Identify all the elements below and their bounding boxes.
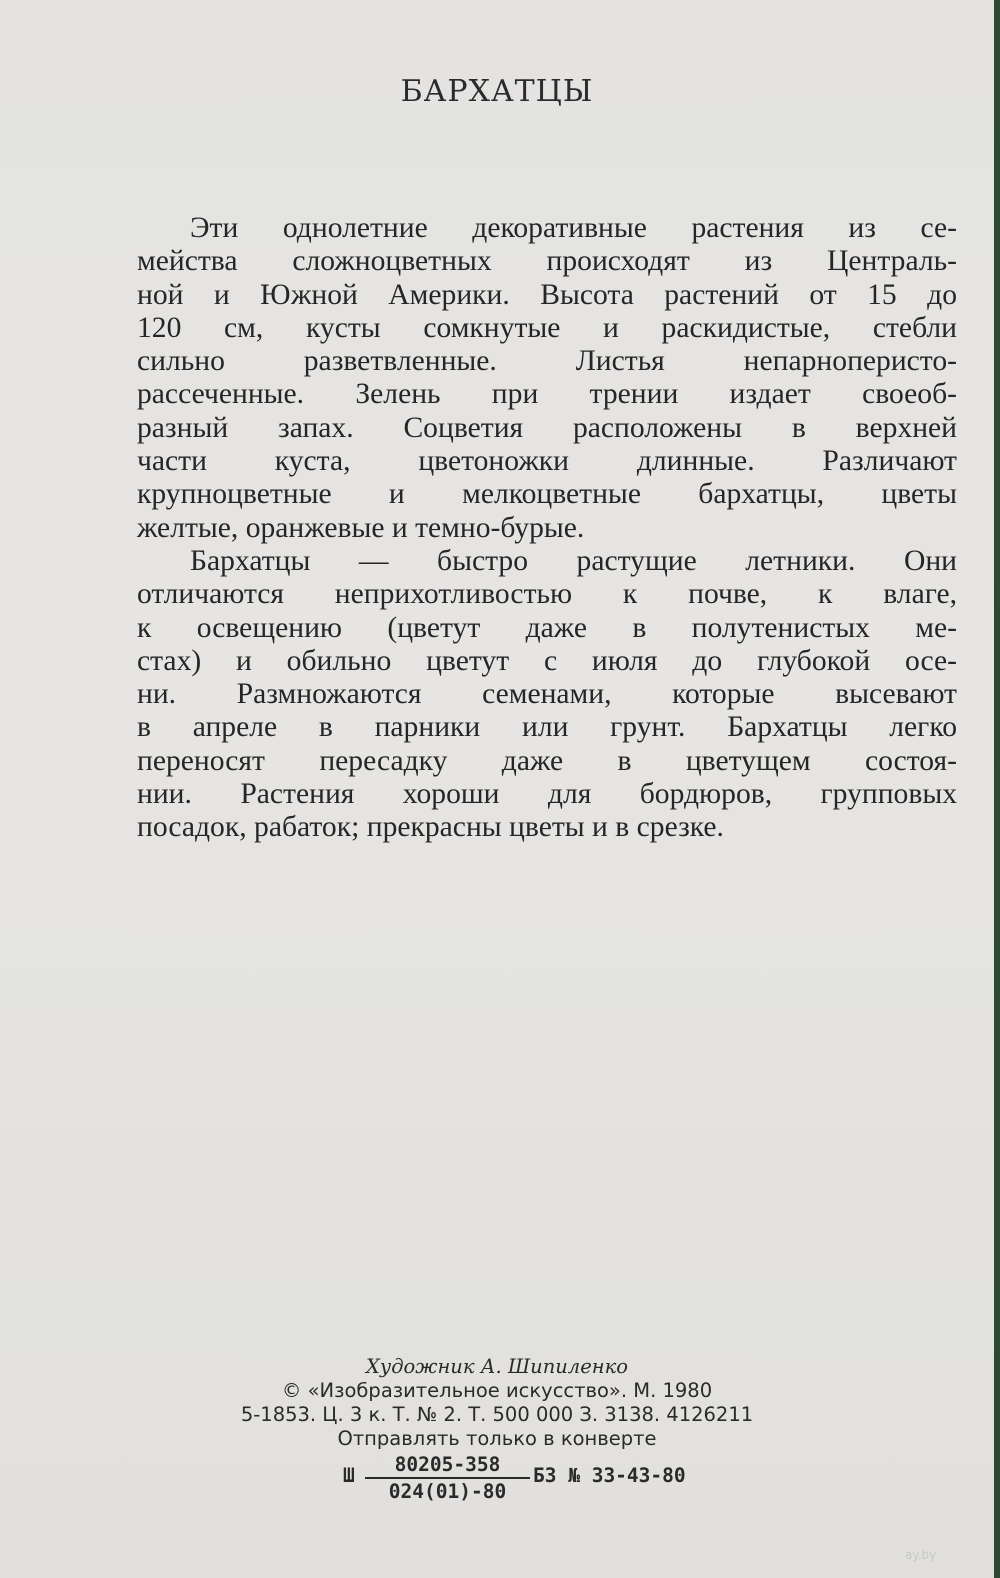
text-line: переносят пересадку даже в цветущем состоя- [137, 744, 957, 777]
artist-name: А. Шипиленко [480, 1355, 628, 1378]
watermark: ay.by [905, 1548, 937, 1562]
background-edge [994, 0, 1000, 1578]
text-line: части куста, цветоножки длинные. Различают [137, 445, 957, 478]
page-title: БАРХАТЦЫ [400, 74, 594, 109]
text-line: к освещению (цветут даже в полутенистых ме- [137, 611, 957, 644]
text-line: мейства сложноцветных происходят из Централь- [137, 245, 957, 278]
text-line: ной и Южной Америки. Высота растений от 15 до [137, 278, 957, 311]
print-info: 5-1853. Ц. 3 к. Т. № 2. Т. 500 000 З. 3138. 4126211 [240, 1403, 754, 1426]
catalog-numerator: 80205-358 [365, 1453, 530, 1479]
publisher-name: «Изобразительное искусство». М. 1980 [307, 1379, 713, 1402]
text-line: стах) и обильно цветут с июля до глубокой осе- [137, 644, 957, 677]
catalog-denominator: 024(01)-80 [388, 1480, 507, 1503]
catalog-code [0, 1451, 994, 1503]
text-line: Эти однолетние декоративные растения из се- [190, 212, 957, 244]
text-line: рассеченные. Зелень при трении издает своеоб- [137, 378, 957, 411]
text-line: Бархатцы — быстро растущие летники. Они [190, 544, 957, 577]
catalog-fraction [365, 1453, 530, 1503]
text-line: сильно разветвленные. Листья непарноперисто- [137, 345, 957, 378]
description-text [137, 212, 957, 845]
text-line: желтые, оранжевые и темно-бурые. [137, 511, 585, 544]
text-line: нии. Растения хороши для бордюров, групповых [137, 778, 957, 811]
text-line: разный запах. Соцветия расположены в верхней [137, 411, 957, 444]
copyright-icon: © [281, 1379, 302, 1402]
publisher-line [0, 1379, 994, 1403]
artist-label: Художник [366, 1355, 475, 1378]
text-line: в апреле в парники или грунт. Бархатцы легко [137, 711, 957, 744]
text-line: посадок, рабаток; прекрасны цветы и в срезке. [137, 811, 724, 844]
text-line: ни. Размножаются семенами, которые высевают [137, 678, 957, 711]
text-line: 120 см, кусты сомкнутые и раскидистые, стебли [137, 311, 957, 344]
mailing-note: Отправлять только в конверте [337, 1427, 657, 1450]
catalog-suffix: БЗ № 33-43-80 [533, 1464, 686, 1487]
artist-credit [0, 1355, 994, 1379]
imprint-block [0, 1355, 994, 1503]
catalog-prefix: Ш [343, 1464, 355, 1487]
text-line: крупноцветные и мелкоцветные бархатцы, цветы [137, 478, 957, 511]
text-line: отличаются неприхотливостью к почве, к влаге, [137, 578, 957, 611]
